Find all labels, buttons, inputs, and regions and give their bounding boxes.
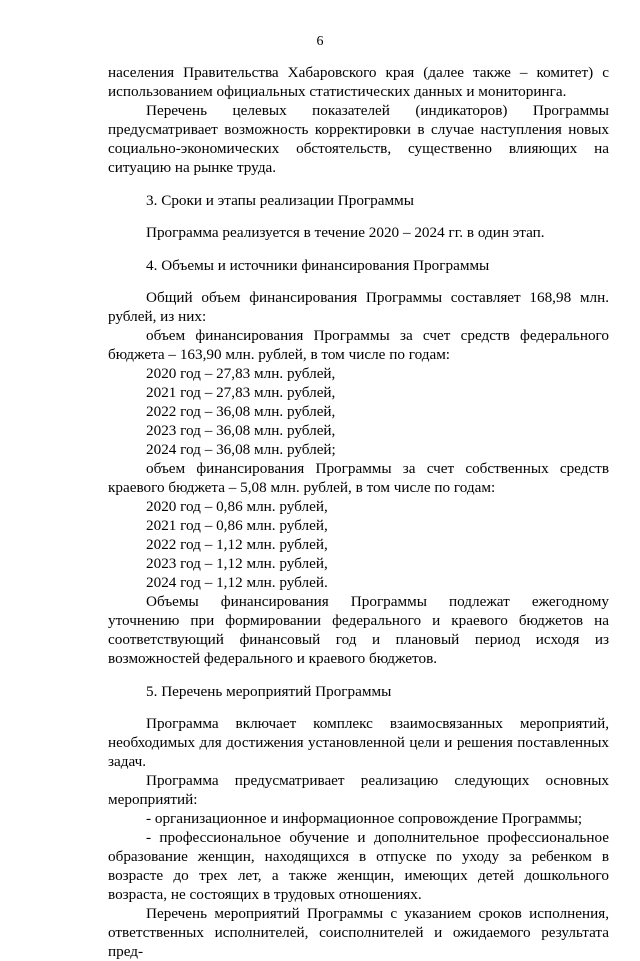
regional-year-item: 2022 год – 1,12 млн. рублей, (146, 536, 328, 553)
section-5-bullet-1: - организационное и информационное сопровождение Программы; (146, 810, 583, 827)
federal-year-item: 2023 год – 36,08 млн. рублей, (146, 422, 336, 439)
federal-year-item: 2024 год – 36,08 млн. рублей; (146, 441, 336, 458)
federal-years-list (108, 364, 609, 459)
section-4-heading: 4. Объемы и источники финансирования Программы (146, 257, 490, 274)
section-4-paragraph-4: Объемы финансирования Программы подлежат ежегодному уточнению при формировании федерального и краевого бюджетов на соответствующий финансовый год и плановый период исходя из возможностей федерального и краевого бюджетов. (108, 593, 609, 667)
section-5-bullet-2: - профессиональное обучение и дополнительное профессиональное образование женщин, находящихся в отпуске по уходу за ребенком в возрасте до трех лет, а также женщин, имеющих детей дошкольного возраста, не состоящих в трудовых отношениях. (108, 829, 609, 903)
regional-year-item: 2021 год – 0,86 млн. рублей, (146, 517, 328, 534)
section-3-heading: 3. Сроки и этапы реализации Программы (146, 192, 414, 209)
regional-year-item: 2023 год – 1,12 млн. рублей, (146, 555, 328, 572)
section-5-paragraph-1: Программа включает комплекс взаимосвязанных мероприятий, необходимых для достижения установленной цели и решения поставленных задач. (108, 715, 609, 770)
section-4-paragraph-1: Общий объем финансирования Программы составляет 168,98 млн. рублей, из них: (108, 289, 609, 325)
section-5-paragraph-3: Перечень мероприятий Программы с указанием сроков исполнения, ответственных исполнителей, соисполнителей и ожидаемого результата пред- (108, 905, 609, 960)
section-4-paragraph-3: объем финансирования Программы за счет собственных средств краевого бюджета – 5,08 млн. рублей, в том числе по годам: (108, 460, 609, 496)
regional-years-list (108, 497, 609, 592)
federal-year-item: 2022 год – 36,08 млн. рублей, (146, 403, 336, 420)
federal-year-item: 2021 год – 27,83 млн. рублей, (146, 384, 336, 401)
section-5-heading: 5. Перечень мероприятий Программы (146, 683, 392, 700)
regional-year-item: 2020 год – 0,86 млн. рублей, (146, 498, 328, 515)
intro-paragraph-1: населения Правительства Хабаровского края (далее также – комитет) с использованием официальных статистических данных и мониторинга. (108, 64, 609, 100)
section-5-paragraph-2: Программа предусматривает реализацию следующих основных мероприятий: (108, 772, 609, 808)
section-4-paragraph-2: объем финансирования Программы за счет средств федерального бюджета – 163,90 млн. рублей, в том числе по годам: (108, 327, 609, 363)
intro-paragraph-2: Перечень целевых показателей (индикаторов) Программы предусматривает возможность корректировки в случае наступления новых социально-экономических обстоятельств, существенно влияющих на ситуацию на рынке труда. (108, 102, 609, 176)
page-content (108, 63, 609, 961)
federal-year-item: 2020 год – 27,83 млн. рублей, (146, 365, 336, 382)
section-3-paragraph-1: Программа реализуется в течение 2020 – 2024 гг. в один этап. (146, 224, 545, 241)
regional-year-item: 2024 год – 1,12 млн. рублей. (146, 574, 328, 591)
page-number: 6 (316, 34, 324, 49)
